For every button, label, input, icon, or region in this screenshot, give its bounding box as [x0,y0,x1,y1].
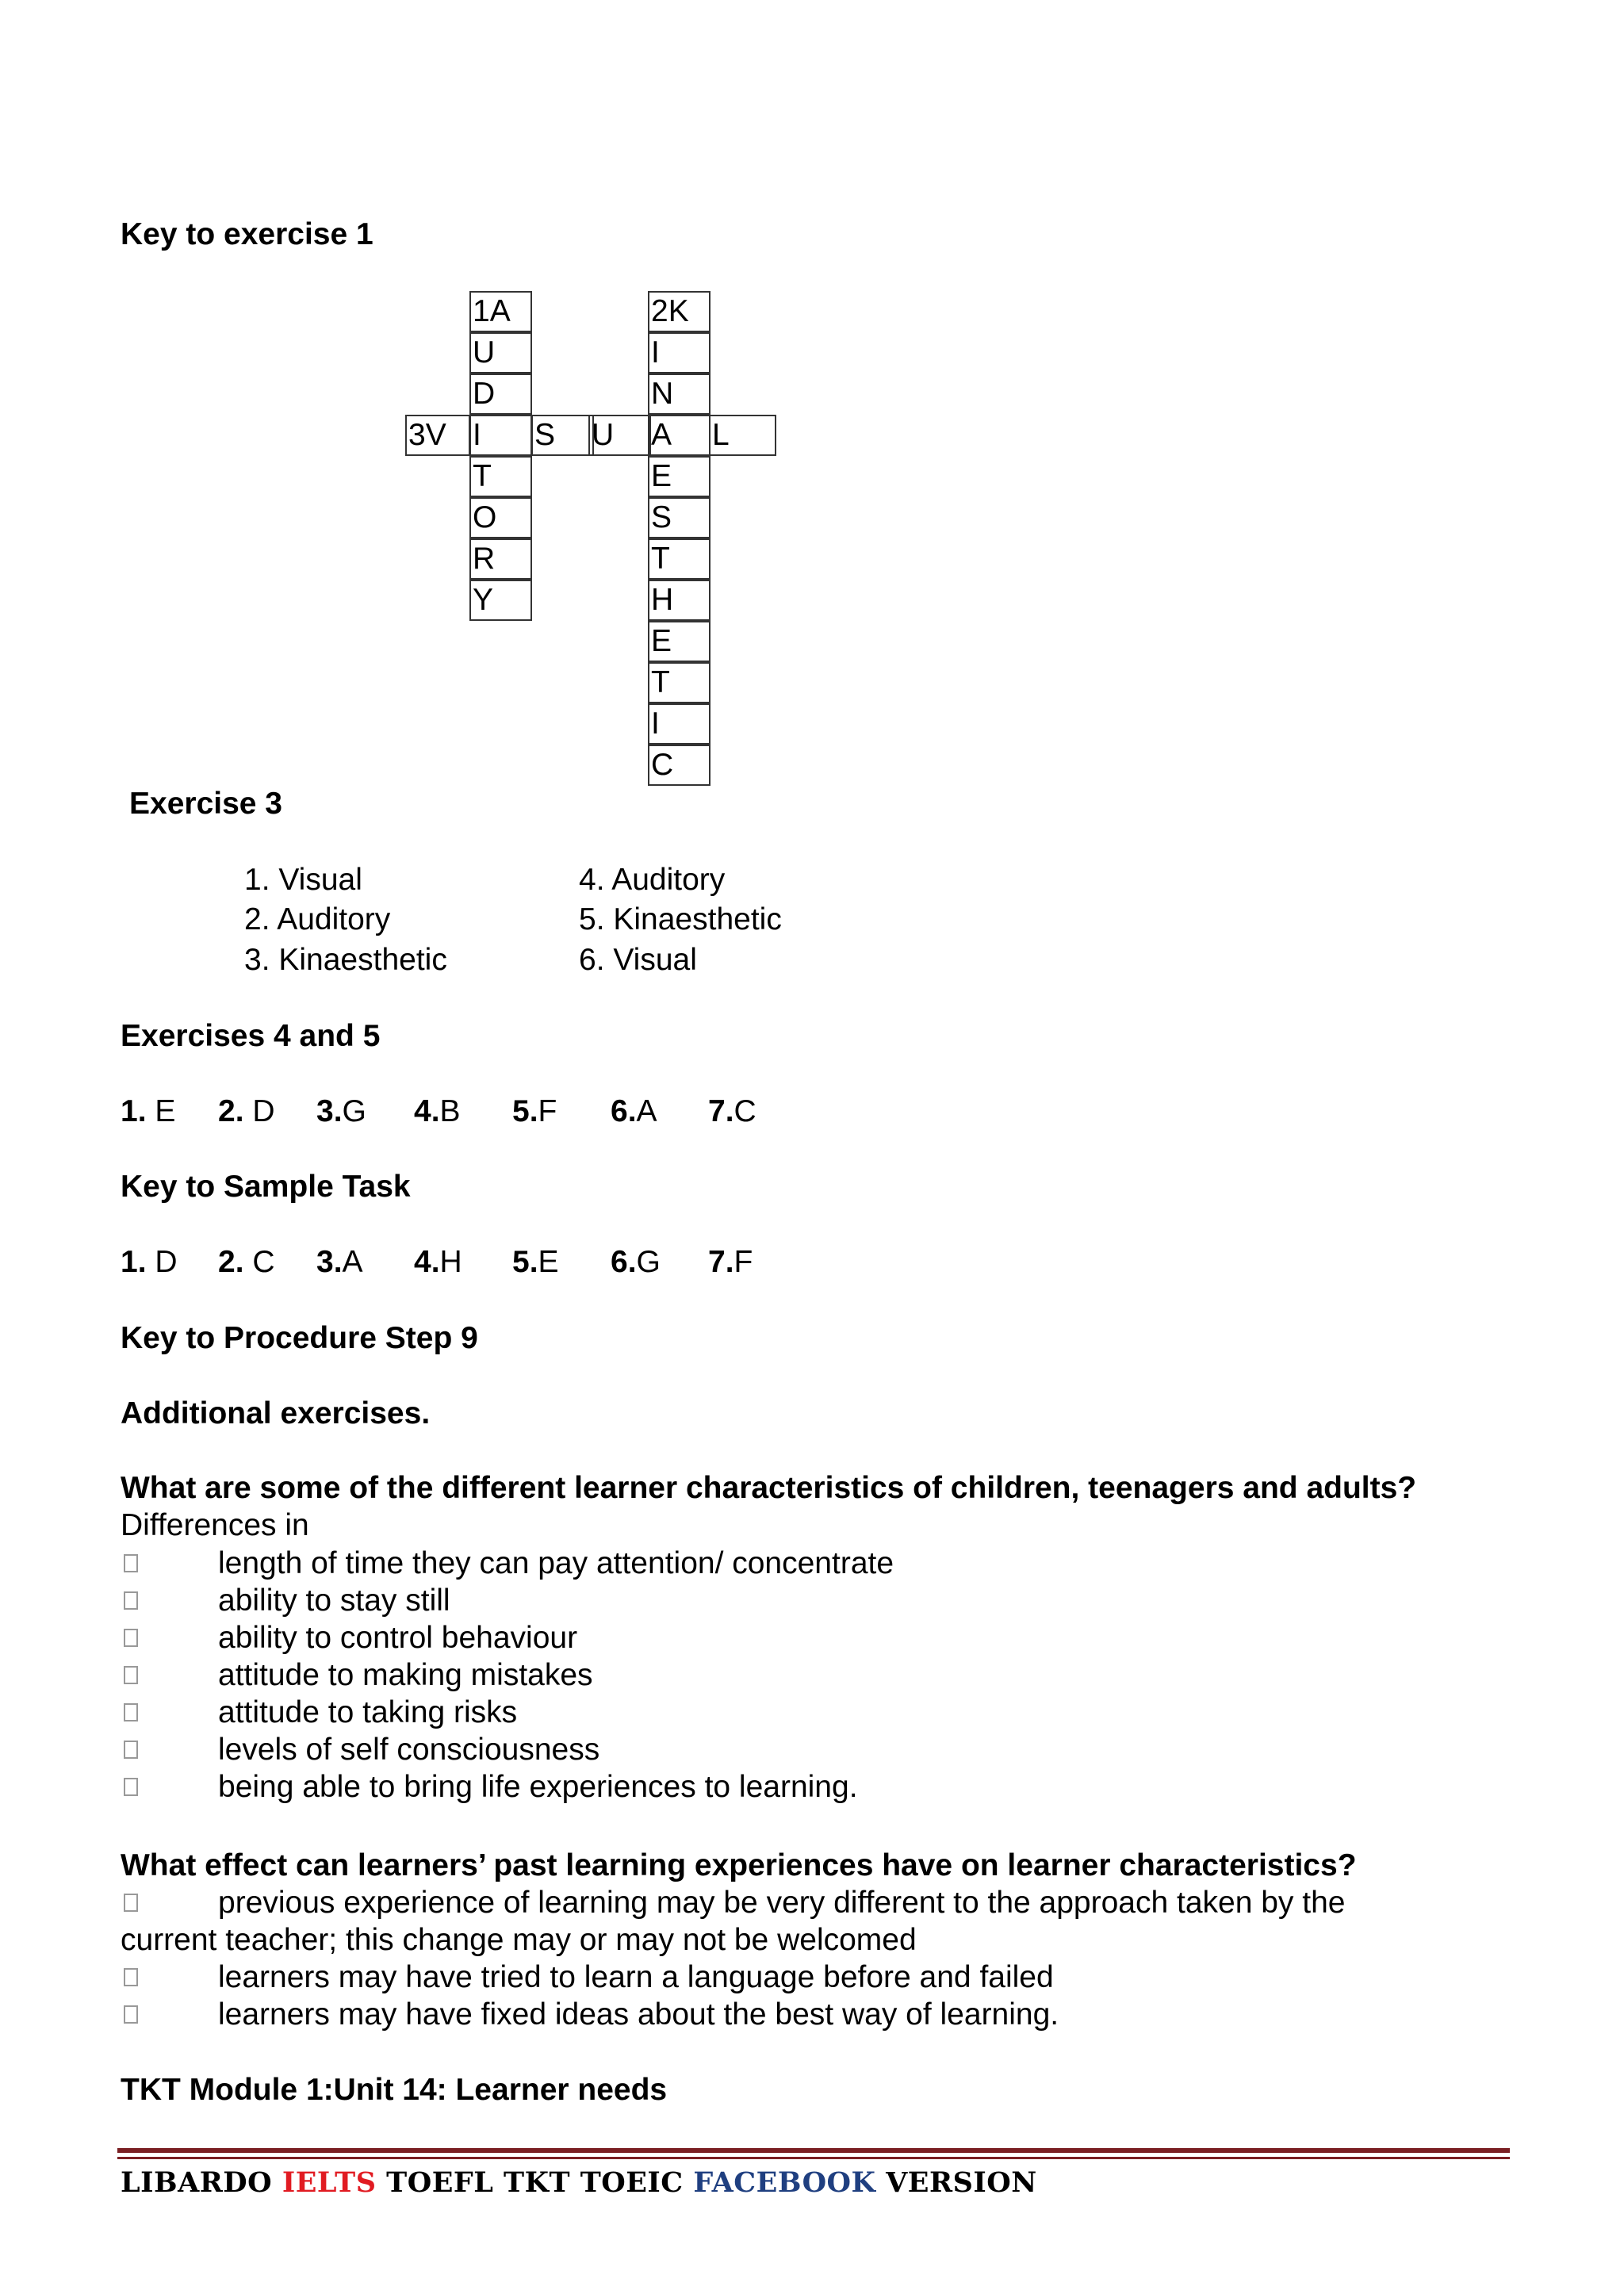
q1-bullet: levels of self consciousness [218,1733,600,1767]
answer: 2. C [218,1245,275,1279]
crossword-cell: U [469,332,532,373]
q1-bullet: being able to bring life experiences to learning. [218,1770,858,1804]
crossword-cell: I [648,703,710,745]
ex3-item: 6. Visual [579,943,697,977]
footer-branding: LIBARDO IELTS TOEFL TKT TOEIC FACEBOOK VERSION [121,2166,1037,2199]
answer: 4.B [414,1094,461,1128]
bullet-box-icon [124,1968,138,1986]
crossword-cell: S [648,497,710,538]
ex3-item: 1. Visual [244,863,362,897]
crossword-cell: C [648,745,710,786]
procedure-step-heading: Key to Procedure Step 9 [121,1321,478,1355]
crossword-cell: N [648,373,710,415]
answer: 2. D [218,1094,275,1128]
key-exercise-1-heading: Key to exercise 1 [121,217,373,251]
crossword-cell: I [469,415,532,456]
bullet-box-icon [124,1894,138,1912]
crossword-cell: D [469,373,532,415]
bullet-box-icon [124,1703,138,1721]
exercises-4-5-heading: Exercises 4 and 5 [121,1019,381,1053]
exercise-3-heading: Exercise 3 [129,787,283,821]
q1-intro: Differences in [121,1508,309,1542]
bullet-box-icon [124,1778,138,1796]
bullet-box-icon [124,1591,138,1610]
question-1: What are some of the different learner characteristics of children, teenagers and adults? [121,1471,1417,1505]
footer-rule [117,2157,1510,2159]
answer: 1. D [121,1245,178,1279]
answer: 7.C [708,1094,756,1128]
answer: 3.A [316,1245,363,1279]
question-2: What effect can learners’ past learning experiences have on learner characteristics? [121,1848,1357,1882]
bullet-box-icon [124,1629,138,1647]
crossword-cell: H [648,580,710,621]
bullet-box-icon [124,2005,138,2024]
ex3-item: 5. Kinaesthetic [579,902,782,936]
answer: 6.G [611,1245,661,1279]
bullet-box-icon [124,1666,138,1684]
crossword-cell: U [588,415,651,456]
answer: 5.F [512,1094,557,1128]
q1-bullet: attitude to making mistakes [218,1658,593,1692]
crossword-cell: S [531,415,594,456]
footer-rule [117,2148,1510,2153]
answer: 6.A [611,1094,657,1128]
answer: 3.G [316,1094,366,1128]
q1-bullet: attitude to taking risks [218,1695,518,1729]
crossword-cell: T [648,662,710,703]
answer: 1. E [121,1094,176,1128]
crossword-cell: I [648,332,710,373]
crossword-cell: R [469,538,532,580]
crossword-cell: 2K [648,291,710,332]
answer: 7.F [708,1245,753,1279]
crossword-cell: T [469,456,532,497]
crossword-cell: O [469,497,532,538]
bullet-box-icon [124,1741,138,1759]
crossword-cell: Y [469,580,532,621]
sample-task-heading: Key to Sample Task [121,1170,411,1204]
crossword-cell: E [648,621,710,662]
crossword-cell: 3V [405,415,470,456]
crossword-cell: L [709,415,776,456]
q1-bullet: ability to stay still [218,1584,450,1618]
ex3-item: 3. Kinaesthetic [244,943,447,977]
q2-bullet: learners may have tried to learn a language before and failed [218,1960,1054,1994]
answer: 5.E [512,1245,559,1279]
bullet-box-icon [124,1554,138,1572]
crossword-cell: A [648,415,710,456]
q2-bullet: learners may have fixed ideas about the best way of learning. [218,1997,1059,2032]
crossword-cell: 1A [469,291,532,332]
crossword-cell: E [648,456,710,497]
additional-exercises-heading: Additional exercises. [121,1396,431,1430]
q2-bullet-line: current teacher; this change may or may not be welcomed [121,1923,917,1957]
q1-bullet: ability to control behaviour [218,1621,578,1655]
q2-bullet-line: previous experience of learning may be very different to the approach taken by the [218,1886,1346,1920]
ex3-item: 4. Auditory [579,863,726,897]
crossword-cell: T [648,538,710,580]
ex3-item: 2. Auditory [244,902,391,936]
unit-heading: TKT Module 1:Unit 14: Learner needs [121,2073,668,2107]
answer: 4.H [414,1245,462,1279]
q1-bullet: length of time they can pay attention/ concentrate [218,1546,894,1580]
